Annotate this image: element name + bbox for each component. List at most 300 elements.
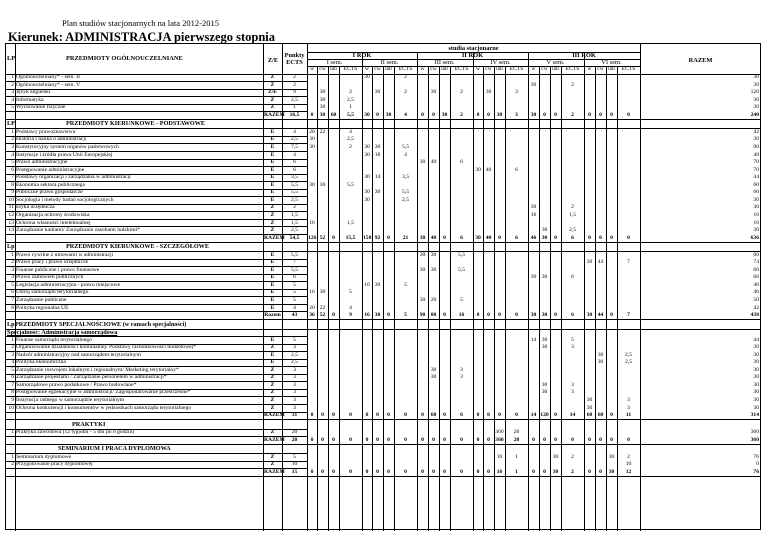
hours-s3w: 30 xyxy=(419,266,426,273)
ects-points: 5 xyxy=(293,296,296,303)
hours-s1l: 0 xyxy=(332,412,335,419)
exam-type: E xyxy=(270,289,275,296)
ects-points: 5 xyxy=(293,336,296,343)
hours-s3c: 60 xyxy=(430,412,437,419)
hours-s2c: 30 xyxy=(374,281,381,288)
hours-s6e: 12 xyxy=(625,468,632,475)
column-divider xyxy=(15,44,16,531)
subject-name: Prawo zamówień publicznych xyxy=(16,274,84,281)
row-number: 5 xyxy=(11,281,14,288)
exam-type: E xyxy=(270,251,275,258)
hours-s3e: 2 xyxy=(460,89,463,96)
ects-points: 3,5 xyxy=(291,174,298,181)
general-subjects-header: PRZEDMIOTY OGÓLNOUCZELNIANE xyxy=(66,55,183,62)
hours-s1c: 22 xyxy=(319,128,326,135)
sem4-cw-header: ćw xyxy=(485,66,492,72)
exam-type: E xyxy=(270,274,275,281)
ects-points: 2,5 xyxy=(291,351,298,358)
hours-s1c: 0 xyxy=(321,412,324,419)
section-total-points: 16,5 xyxy=(289,111,300,118)
hours-s3w: 30 xyxy=(419,234,426,241)
subject-name: Informatyka xyxy=(16,96,44,103)
razem-value: 60 xyxy=(753,266,759,273)
hours-s6l: 0 xyxy=(610,436,613,443)
hours-s2c: 30 xyxy=(374,312,381,319)
hours-s3l: 0 xyxy=(443,312,446,319)
subject-name: Ekonomia sektora publicznego xyxy=(16,181,86,188)
sem1-w-header: w xyxy=(309,66,315,72)
hours-s2e: 0 xyxy=(404,436,407,443)
hours-s2e: 0 xyxy=(404,468,407,475)
subject-name: Seminarium dyplomowe xyxy=(16,453,72,460)
hours-s2e: 4 xyxy=(404,151,407,158)
hours-s3w: 0 xyxy=(421,111,424,118)
hours-s6w: 30 xyxy=(586,397,593,403)
hours-s1w: 16 xyxy=(309,219,315,226)
hours-s4w: 30 xyxy=(475,234,481,241)
hours-s3e: 3 xyxy=(460,374,463,381)
hours-s3c: 30 xyxy=(430,366,437,373)
hours-s3w: 30 xyxy=(419,296,426,303)
hours-s6c: 30 xyxy=(597,359,604,366)
subject-name: Postępowanie administracyjne xyxy=(16,166,85,173)
hours-s1c: 52 xyxy=(319,312,326,319)
row-number: 4 xyxy=(11,359,14,366)
section-total-label: RAZEM xyxy=(264,436,285,443)
hours-s5w: 30 xyxy=(530,81,537,88)
razem-value: 30 xyxy=(753,381,759,388)
hours-s4l: 0 xyxy=(498,234,501,241)
sem6-lab-header: lab xyxy=(608,66,615,72)
exam-type: E xyxy=(270,336,275,343)
section4-title: PRZEDMIOTY SPECJALNOŚCIOWE (w ramach specjalności) xyxy=(15,320,187,328)
row-number: 9 xyxy=(11,397,14,403)
ects-points: 3 xyxy=(293,397,296,403)
hours-s5e: 2 xyxy=(571,81,574,88)
hours-s1w: 0 xyxy=(310,412,314,419)
hours-s3w: 0 xyxy=(421,436,424,443)
row-number: 1 xyxy=(11,336,14,343)
hours-s2e: 0 xyxy=(404,412,407,419)
hours-s1w: 16 xyxy=(309,289,315,296)
razem-value: 60 xyxy=(753,181,759,188)
hours-s3l: 0 xyxy=(443,412,446,419)
razem-value: 50 xyxy=(753,296,759,303)
ects-points: 6 xyxy=(293,159,296,166)
razem-value: 30 xyxy=(753,404,759,411)
row-number: 8 xyxy=(11,181,14,188)
hours-s1e: 4 xyxy=(349,304,352,311)
hours-s6e: 0 xyxy=(627,234,630,241)
ects-points: 2,5 xyxy=(291,196,298,203)
sem3-ects_col-header: ECTS xyxy=(454,66,469,72)
hours-s5c: 120 xyxy=(540,412,549,419)
hours-s4w: 0 xyxy=(476,111,480,118)
subject-name: Finanse samorządu terytorialnego xyxy=(16,336,92,343)
hours-s4l: 30 xyxy=(496,111,503,118)
subject-name: Historia i nauka o administracji xyxy=(16,136,87,143)
row-number: 4 xyxy=(11,151,14,158)
hours-s1e: 2 xyxy=(349,144,352,150)
razem-value: 70 xyxy=(753,166,759,173)
row-number: 13 xyxy=(8,219,14,226)
razem-value: 30 xyxy=(753,359,759,366)
row-number: 9 xyxy=(11,189,14,196)
hours-s3e: 6 xyxy=(460,234,463,241)
ects-points: 3 xyxy=(293,374,296,381)
column-divider xyxy=(417,52,418,532)
subject-name: Etyka urzędnicza xyxy=(16,204,55,211)
ects-points: 5 xyxy=(293,289,296,296)
hours-s5c: 30 xyxy=(541,234,548,241)
hours-s6c: 0 xyxy=(599,468,602,475)
subject-name: Ochrona własności intelektualnej xyxy=(16,219,91,226)
hours-s4w: 30 xyxy=(475,166,481,173)
hours-s3e: 6 xyxy=(460,159,463,166)
ects-points: 4 xyxy=(293,128,296,135)
hours-s1l: 0 xyxy=(332,234,335,241)
razem-value: 46 xyxy=(753,289,759,296)
hours-s2w: 30 xyxy=(364,174,370,181)
hours-s2e: 2,5 xyxy=(402,196,409,203)
ects-points: 6 xyxy=(293,166,296,173)
row-number: 1 xyxy=(11,251,14,258)
subject-name: Język angielski xyxy=(16,89,51,96)
section-total-points: 43 xyxy=(291,312,298,319)
hours-s1e: 5,5 xyxy=(347,181,354,188)
razem-total: 636 xyxy=(750,234,759,241)
razem-value: 60 xyxy=(753,251,759,258)
hours-s2c: 0 xyxy=(376,111,379,118)
row-number: 5 xyxy=(11,159,14,166)
hours-s2w: 30 xyxy=(364,189,370,196)
column-divider xyxy=(383,66,384,532)
sem5-cw-header: ćw xyxy=(541,66,548,72)
semester-5-header: V sem. xyxy=(546,59,565,66)
exam-type: Z xyxy=(270,344,275,351)
hours-s1c: 30 xyxy=(319,89,326,96)
hours-s6w: 30 xyxy=(586,404,593,411)
row-divider xyxy=(6,468,307,469)
subject-name: Postępowanie egzekucyjne w administracji/ Zagospodarowanie przestrzenne* xyxy=(16,389,191,396)
hours-s2w: 0 xyxy=(365,436,369,443)
ects-points: 3 xyxy=(293,404,296,411)
column-divider xyxy=(505,66,506,532)
exam-type: Z xyxy=(270,397,275,403)
hours-s2c: 92 xyxy=(374,234,381,241)
row-number: 7 xyxy=(11,174,14,181)
hours-s3w: 0 xyxy=(421,412,424,419)
exam-type: Z xyxy=(270,374,275,381)
column-divider xyxy=(528,52,529,532)
hours-s1c: 30 xyxy=(319,96,326,103)
razem-value: 90 xyxy=(753,144,759,150)
hours-s4e: 1 xyxy=(515,468,518,475)
row-number: 2 xyxy=(11,136,14,143)
hours-s6e: 3 xyxy=(627,404,630,411)
hours-s5e: 2 xyxy=(571,111,574,118)
hours-s2l: 30 xyxy=(385,111,392,118)
hours-s2l: 0 xyxy=(387,412,390,419)
sem6-ects_col-header: ECTS xyxy=(621,66,636,72)
row-divider xyxy=(6,412,307,413)
ects-points: 5,5 xyxy=(291,181,298,188)
razem-value: 46 xyxy=(753,281,759,288)
hours-s4e: 1 xyxy=(515,453,518,460)
hours-s1e: 1,5 xyxy=(347,219,354,226)
ects-points: 4 xyxy=(293,151,296,158)
row-number: 3 xyxy=(11,351,14,358)
semester-6-header: VI sem. xyxy=(601,59,622,66)
hours-s6w: 0 xyxy=(588,111,591,118)
exam-type: E xyxy=(270,266,275,273)
page-title: Plan studiów stacjonarnych na lata 2012-2015 xyxy=(62,18,219,28)
hours-s3e: 16 xyxy=(458,312,465,319)
razem-total: 438 xyxy=(750,312,759,319)
hours-s1w: 30 xyxy=(309,181,315,188)
hours-s3w: 30 xyxy=(419,251,426,258)
section-total-label: RAZEM xyxy=(264,111,285,118)
hours-s4l: 16 xyxy=(496,468,503,475)
subject-name: Publiczne prawo gospodarcze xyxy=(16,189,83,196)
hours-s3e: 3 xyxy=(460,366,463,373)
hours-s1e: 0 xyxy=(349,436,352,443)
ze-header: Z/E xyxy=(267,57,279,64)
hours-s4w: 0 xyxy=(476,312,480,319)
row-number: 5 xyxy=(11,366,14,373)
hours-s2l: 0 xyxy=(387,312,390,319)
semester-4-header: IV sem. xyxy=(490,59,511,66)
hours-s1w: 0 xyxy=(310,111,314,118)
razem-value: 60 xyxy=(753,189,759,196)
hours-s1w: 126 xyxy=(308,234,317,241)
exam-type: Z xyxy=(270,204,275,211)
exam-type: E xyxy=(270,359,275,366)
ects-points: 1,5 xyxy=(291,211,298,218)
sem3-cw-header: ćw xyxy=(430,66,437,72)
hours-s5e: 3 xyxy=(571,344,574,351)
hours-s1w: 20 xyxy=(309,304,315,311)
sem4-w-header: w xyxy=(475,66,481,72)
hours-s3e: 0 xyxy=(460,436,463,443)
subject-name: Ochrona konkurencji i konsumentów w jednostkach samorządu terytorialnego xyxy=(16,404,192,411)
hours-s6c: 44 xyxy=(597,259,604,266)
hours-s2e: 21 xyxy=(402,234,409,241)
hours-s5e: 1,5 xyxy=(569,211,576,218)
row-number: 12 xyxy=(8,211,14,218)
ects-points: 6 xyxy=(293,274,296,281)
razem-value: 30 xyxy=(753,344,759,351)
ects-points: 5 xyxy=(293,281,296,288)
section-total-label: RAZEM xyxy=(264,234,285,241)
hours-s2w: 30 xyxy=(364,144,370,150)
hours-s2e: 3,5 xyxy=(402,174,409,181)
razem-value: 16 xyxy=(753,219,759,226)
hours-s6c: 0 xyxy=(599,111,602,118)
hours-s2w: 30 xyxy=(364,151,370,158)
hours-s2w: 0 xyxy=(365,468,369,475)
hours-s1l: 60 xyxy=(330,111,337,118)
section3-lp-label: Lp xyxy=(7,243,15,251)
row-number: 6 xyxy=(11,166,14,173)
column-divider xyxy=(282,44,283,531)
hours-s4w: 0 xyxy=(476,412,480,419)
hours-s6e: 7 xyxy=(627,312,630,319)
hours-s2c: 0 xyxy=(376,436,379,443)
row-number: 10 xyxy=(8,404,14,411)
hours-s3c: 20 xyxy=(430,296,437,303)
hours-s2l: 0 xyxy=(387,234,390,241)
exam-type: Z xyxy=(270,389,275,396)
hours-s1c: 22 xyxy=(319,304,326,311)
hours-s4e: 0 xyxy=(515,412,518,419)
sem3-lab-header: lab xyxy=(441,66,448,72)
row-number: 3 xyxy=(11,266,14,273)
hours-s1c: 52 xyxy=(319,234,326,241)
exam-type: E xyxy=(270,166,275,173)
hours-s5c: 30 xyxy=(541,389,548,396)
row-number: 8 xyxy=(11,304,14,311)
exam-type: E xyxy=(270,128,275,135)
hours-s6c: 44 xyxy=(597,312,604,319)
section4-lp-label: Lp xyxy=(7,320,15,328)
hours-s5e: 2,5 xyxy=(569,227,576,234)
hours-s3e: 5,5 xyxy=(458,251,465,258)
razem-value: 74 xyxy=(753,259,759,266)
document-heading: Kierunek: ADMINISTRACJA pierwszego stopnia xyxy=(8,30,276,44)
column-divider xyxy=(307,44,308,531)
row-number: 2 xyxy=(11,344,14,351)
subject-name: Prawo pracy i prawo urzędnicze xyxy=(16,259,89,266)
subject-name: Finanse publiczne i prawo finansowe xyxy=(16,266,100,273)
exam-type: Z xyxy=(270,453,275,460)
sem1-cw-header: ćw xyxy=(319,66,326,72)
subject-name: Socjologia i metody badań socjologicznych xyxy=(16,196,114,203)
ects-points: 3 xyxy=(293,344,296,351)
subject-name: Instytucje i źródła prawa Unii Europejskiej xyxy=(16,151,113,158)
razem-value: 30 xyxy=(753,351,759,358)
column-divider xyxy=(439,66,440,532)
column-divider xyxy=(394,66,395,532)
subject-name: Organizacja ochrony środowiska xyxy=(16,211,90,218)
section6-title: SEMINARIUM I PRACA DYPLOMOWA xyxy=(58,445,171,453)
hours-s6w: 60 xyxy=(586,412,593,419)
hours-s2c: 30 xyxy=(374,189,381,196)
hours-s1e: 0 xyxy=(349,412,352,419)
sem2-lab-header: lab xyxy=(385,66,392,72)
sem1-lab-header: lab xyxy=(330,66,337,72)
hours-s5l: 0 xyxy=(554,111,557,118)
razem-value: 76 xyxy=(753,453,759,460)
hours-s2w: 30 xyxy=(364,111,370,118)
subject-name: Podstawy prawoznawstwa xyxy=(16,128,76,135)
hours-s2e: 5,5 xyxy=(402,144,409,150)
sem5-ects_col-header: ECTS xyxy=(565,66,580,72)
hours-s5e: 6 xyxy=(571,234,574,241)
hours-s1w: 36 xyxy=(309,312,315,319)
subject-name: Ogólnouczelniany* - sem. II xyxy=(16,74,80,81)
exam-type: Z xyxy=(270,429,275,436)
section-total-points: 15 xyxy=(291,468,298,475)
hours-s4e: 6 xyxy=(515,234,518,241)
razem-value: 30 xyxy=(753,136,759,143)
section-total-label: RAZEM xyxy=(264,468,285,475)
studia-header: studia stacjonarne xyxy=(448,45,499,52)
row-number: 1 xyxy=(11,128,14,135)
column-divider xyxy=(328,66,329,532)
exam-type: E xyxy=(270,151,275,158)
sem2-w-header: w xyxy=(364,66,370,72)
hours-s5e: 2 xyxy=(571,468,574,475)
row-number: 1 xyxy=(11,453,14,460)
ects-points: 1,5 xyxy=(291,219,298,226)
hours-s1w: 0 xyxy=(310,436,314,443)
razem-value: 120 xyxy=(750,89,759,96)
hours-s5c: 30 xyxy=(541,274,548,281)
row-number: 4 xyxy=(11,274,14,281)
hours-s6w: 30 xyxy=(586,259,593,266)
row-number: 2 xyxy=(11,81,14,88)
column-divider xyxy=(606,66,607,532)
sem5-w-header: w xyxy=(531,66,536,72)
hours-s4e: 20 xyxy=(513,436,520,443)
hours-s3c: 80 xyxy=(430,312,437,319)
hours-s2c: 18 xyxy=(374,151,381,158)
hours-s4w: 0 xyxy=(476,468,480,475)
hours-s5e: 3 xyxy=(571,381,574,388)
row-number: 8 xyxy=(11,389,14,396)
hours-s1e: 2,5 xyxy=(347,136,354,143)
subject-name: Prawo administracyjne xyxy=(16,159,68,166)
hours-s6e: 10 xyxy=(625,461,632,468)
hours-s5w: 30 xyxy=(530,111,537,118)
lp-header: LP xyxy=(7,55,16,62)
row-divider xyxy=(6,234,307,235)
hours-s5w: 46 xyxy=(530,234,537,241)
row-number: 3 xyxy=(11,89,14,96)
razem-value: 30 xyxy=(753,74,759,81)
column-divider xyxy=(339,66,340,532)
hours-s2c: 30 xyxy=(374,89,381,96)
column-divider xyxy=(362,52,363,532)
hours-s5e: 2 xyxy=(571,204,574,211)
section-total-label: RAZEM xyxy=(264,412,285,419)
hours-s3l: 0 xyxy=(443,468,446,475)
hours-s5l: 0 xyxy=(554,234,557,241)
subject-name: Zarządzanie projektami / Zarządzanie personelem w administracji* xyxy=(16,374,167,381)
ects-points: 2,5 xyxy=(291,136,298,143)
exam-type: Z xyxy=(270,404,275,411)
ects-points: 1 xyxy=(293,104,296,111)
section3-title: PRZEDMIOTY KIERUNKOWE - SZCZEGÓŁOWE xyxy=(66,243,209,251)
section2-lp-label: LP xyxy=(7,120,15,128)
exam-type: Z/E xyxy=(267,89,278,96)
exam-type: Z xyxy=(270,81,275,88)
hours-s2c: 14 xyxy=(374,174,381,181)
hours-s5w: 14 xyxy=(530,336,537,343)
subject-name: Ustrój samorządu terytorialnego xyxy=(16,289,89,296)
hours-s1l: 0 xyxy=(332,468,335,475)
hours-s5c: 30 xyxy=(541,381,548,388)
hours-s3c: 0 xyxy=(432,468,435,475)
column-divider xyxy=(473,52,474,532)
hours-s5w: 14 xyxy=(530,412,537,419)
subject-name: Samorządowe prawo podatkowe / Prawo budowlane* xyxy=(16,381,137,388)
column-divider xyxy=(372,66,373,532)
hours-s4c: 40 xyxy=(485,166,492,173)
exam-type: E xyxy=(270,259,275,266)
hours-s1c: 30 xyxy=(319,181,326,188)
